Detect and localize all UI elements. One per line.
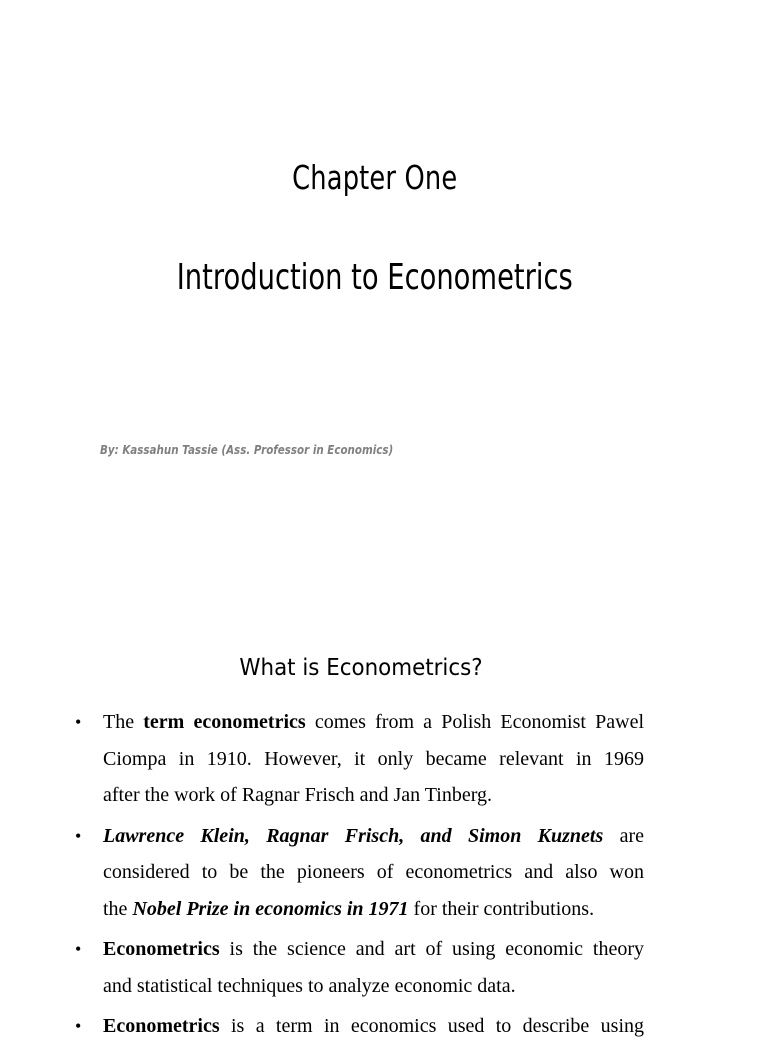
list-item bbox=[0, 818, 768, 928]
list-item bbox=[0, 931, 768, 1004]
key-term: Econometrics bbox=[103, 1015, 220, 1037]
key-term: term econometrics bbox=[143, 711, 306, 733]
bullet-dot: • bbox=[75, 712, 82, 732]
key-term: Econometrics bbox=[103, 938, 220, 960]
pioneer-names: Lawrence Klein, Ragnar Frisch, and Simon Kuznets bbox=[103, 824, 604, 847]
list-item bbox=[0, 704, 768, 814]
bullet-list bbox=[0, 704, 768, 1049]
bullet-dot: • bbox=[75, 1016, 82, 1036]
author-byline: By: Kassahun Tassie (Ass. Professor in Economics) bbox=[100, 443, 394, 457]
text-line: Ciompa in 1910. However, it only became relevant in 1969 bbox=[103, 747, 644, 770]
nobel-prize-emphasis: Nobel Prize in economics in 1971 bbox=[132, 897, 409, 920]
text-line: after the work of Ragnar Frisch and Jan Tinberg. bbox=[103, 784, 493, 806]
text-line: Lawrence Klein, Ragnar Frisch, and Simon Kuznets are bbox=[103, 824, 645, 847]
bullet-dot: • bbox=[75, 939, 82, 959]
section-heading: What is Econometrics? bbox=[239, 655, 483, 681]
text-line: the Nobel Prize in economics in 1971 for their contributions. bbox=[103, 897, 595, 920]
document-title: Introduction to Econometrics bbox=[176, 257, 573, 298]
text-line: considered to be the pioneers of econometrics and also won bbox=[103, 861, 644, 883]
text-line: Econometrics is the science and art of using economic theory bbox=[103, 938, 644, 960]
list-item bbox=[0, 1008, 768, 1045]
text-line: and statistical techniques to analyze economic data. bbox=[103, 974, 516, 997]
text-line: The term econometrics comes from a Polish Economist Pawel bbox=[103, 711, 644, 733]
bullet-dot: • bbox=[75, 825, 82, 846]
text-line: Econometrics is a term in economics used to describe using bbox=[103, 1015, 644, 1037]
chapter-title: Chapter One bbox=[292, 158, 458, 197]
